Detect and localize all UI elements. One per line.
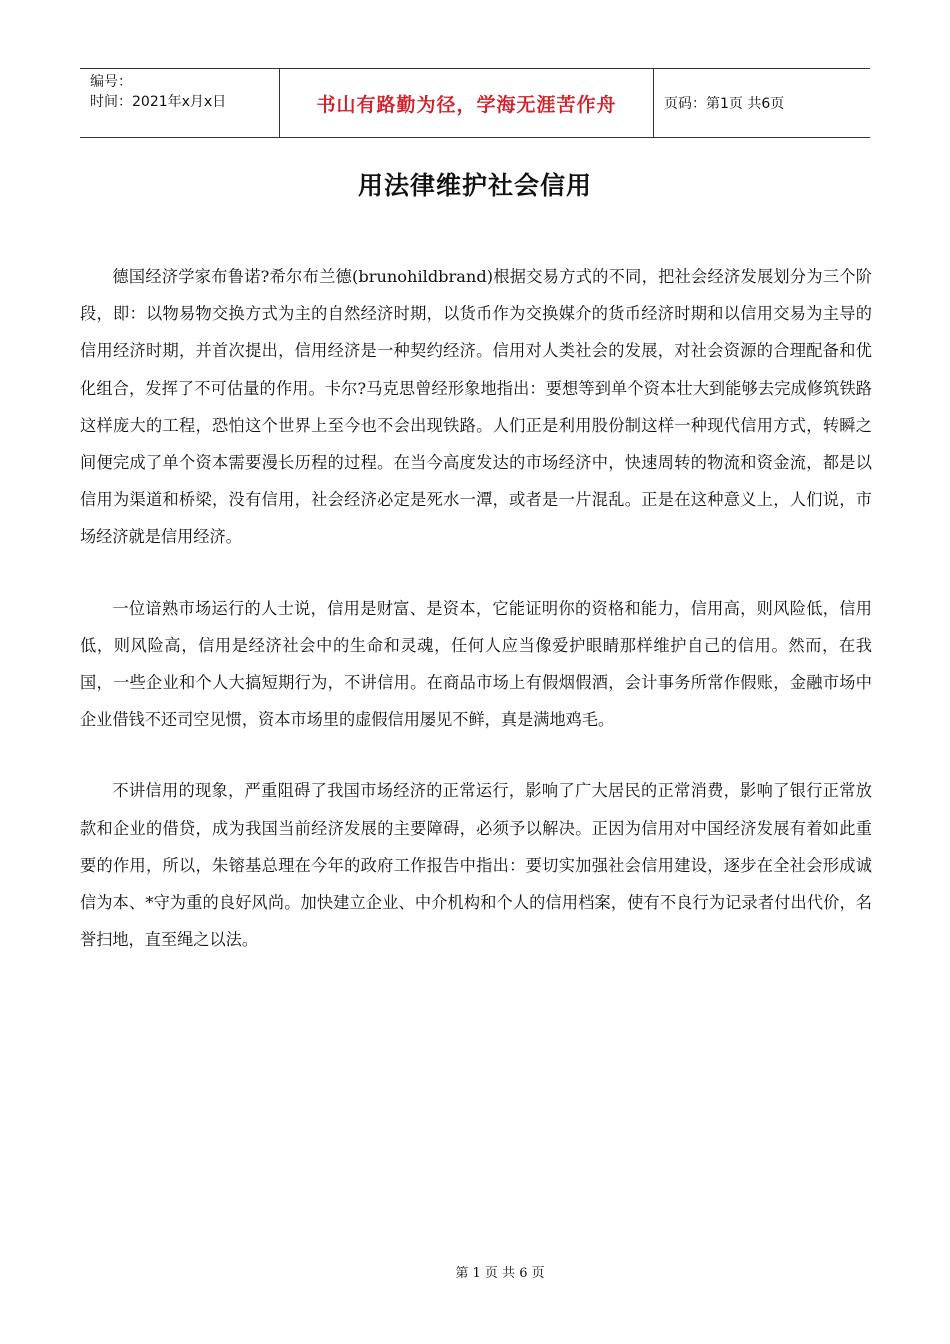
- paragraph-3: 不讲信用的现象，严重阻碍了我国市场经济的正常运行，影响了广大居民的正常消费，影响了银行正常放款和企业的借贷，成为我国当前经济发展的主要障碍，必须予以解决。正因为信用对中国经济发展有着如此重要的作用，所以，朱镕基总理在今年的政府工作报告中指出：要切实加强社会信用建设，逐步在全社会形成诚信为本、*守为重的良好风尚。加快建立企业、中介机构和个人的信用档案，使有不良行为记录者付出代价，名誉扫地，直至绳之以法。: [80, 781, 872, 950]
- document-title: 用法律维护社会信用: [357, 171, 592, 200]
- time-label: 时间：2021年x月x日: [90, 94, 227, 110]
- header-page-info: 页码：第1页 共6页: [664, 96, 785, 112]
- document-header: [80, 68, 870, 138]
- paragraph-2: 一位谙熟市场运行的人士说，信用是财富、是资本，它能证明你的资格和能力，信用高，则风险低，信用低，则风险高，信用是经济社会中的生命和灵魂，任何人应当像爱护眼睛那样维护自己的信用。然而，在我国，一些企业和个人大搞短期行为，不讲信用。在商品市场上有假烟假酒，会计事务所常作假账，金融市场中企业借钱不还司空见惯，资本市场里的虚假信用屡见不鲜，真是满地鸡毛。: [80, 598, 872, 730]
- header-motto-cell: [280, 69, 654, 137]
- header-meta: [80, 69, 280, 137]
- paragraph-1: 德国经济学家布鲁诺?希尔布兰德(brunohildbrand)根据交易方式的不同，把社会经济发展划分为三个阶段，即：以物易物交换方式为主的自然经济时期，以货币作为交换媒介的货币经济时期和以信用交易为主导的信用经济时期，并首次提出，信用经济是一种契约经济。信用对人类社会的发展，对社会资源的合理配备和优化组合，发挥了不可估量的作用。卡尔?马克思曾经形象地指出：要想等到单个资本壮大到能够去完成修筑铁路这样庞大的工程，恐怕这个世界上至今也不会出现铁路。人们正是利用股份制这样一种现代信用方式，转瞬之间便完成了单个资本需要漫长历程的过程。在当今高度发达的市场经济中，快速周转的物流和资金流，都是以信用为渠道和桥梁，没有信用，社会经济必定是死水一潭，或者是一片混乱。正是在这种意义上，人们说，市场经济就是信用经济。: [80, 267, 872, 547]
- header-motto: 书山有路勤为径，学海无涯苦作舟: [316, 93, 617, 116]
- document-body: [80, 258, 872, 992]
- page-footer: 第 1 页 共 6 页: [455, 1266, 545, 1281]
- number-label: 编号：: [90, 74, 132, 90]
